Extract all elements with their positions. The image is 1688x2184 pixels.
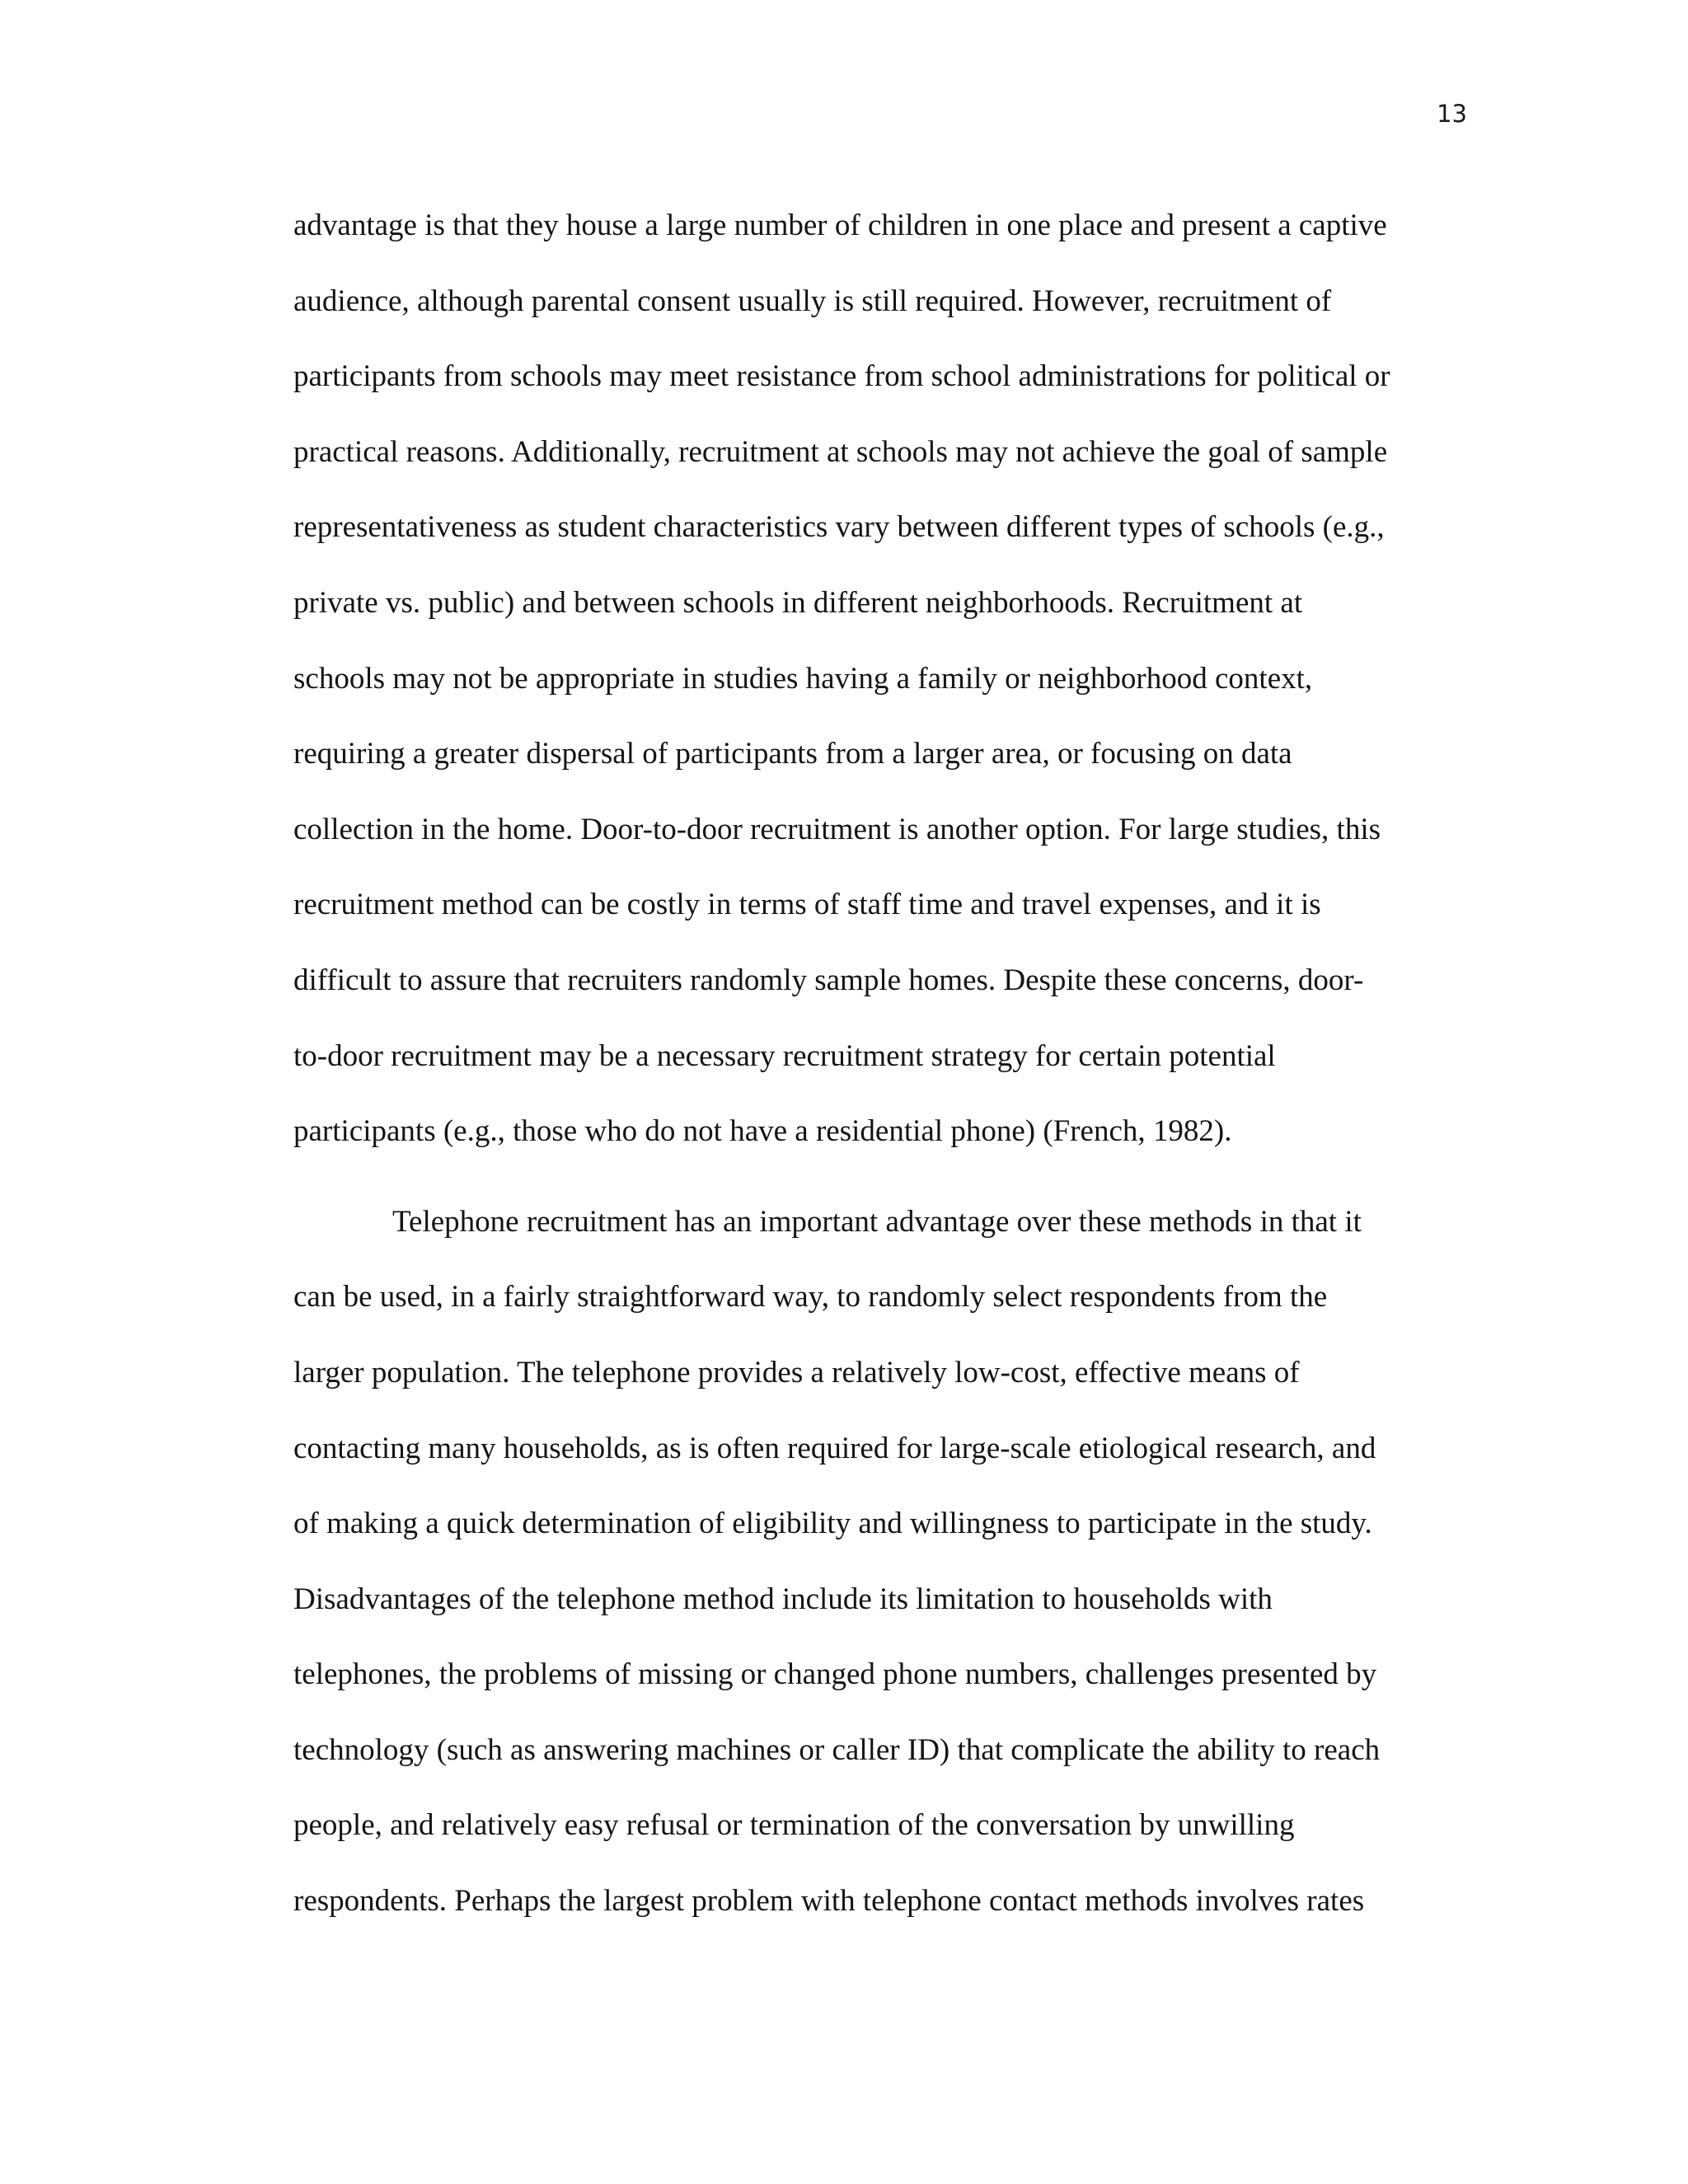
text-line-indented: Telephone recruitment has an important advantage over these methods in that it xyxy=(392,1204,1362,1239)
text-line: representativeness as student characteristics vary between different types of schools (e.g., xyxy=(293,510,1385,545)
text-line: difficult to assure that recruiters randomly sample homes. Despite these concerns, door- xyxy=(293,963,1364,997)
text-line: people, and relatively easy refusal or termination of the conversation by unwilling xyxy=(293,1808,1295,1843)
text-line: technology (such as answering machines or caller ID) that complicate the ability to reach xyxy=(293,1732,1381,1767)
text-line: participants (e.g., those who do not have a residential phone) (French, 1982). xyxy=(293,1114,1232,1149)
text-line: can be used, in a fairly straightforward way, to randomly select respondents from the xyxy=(293,1280,1328,1315)
paragraph-1 xyxy=(293,188,1465,1169)
text-line: of making a quick determination of eligibility and willingness to participate in the study. xyxy=(293,1507,1372,1541)
text-line: respondents. Perhaps the largest problem with telephone contact methods involves rates xyxy=(293,1884,1365,1919)
paragraph-2 xyxy=(293,1184,1465,1939)
text-line: collection in the home. Door-to-door recruitment is another option. For large studies, this xyxy=(293,812,1381,846)
text-line: advantage is that they house a large number of children in one place and present a captive xyxy=(293,209,1387,242)
text-line: larger population. The telephone provides a relatively low-cost, effective means of xyxy=(293,1355,1300,1390)
text-line: to-door recruitment may be a necessary recruitment strategy for certain potential xyxy=(293,1038,1276,1073)
text-line: contacting many households, as is often required for large-scale etiological research, and xyxy=(293,1431,1376,1465)
text-line: practical reasons. Additionally, recruitment at schools may not achieve the goal of sample xyxy=(293,434,1388,469)
text-line: audience, although parental consent usually is still required. However, recruitment of xyxy=(293,284,1332,318)
text-line: schools may not be appropriate in studies having a family or neighborhood context, xyxy=(293,661,1313,696)
text-line: recruitment method can be costly in terms of staff time and travel expenses, and it is xyxy=(293,888,1321,922)
text-line: Disadvantages of the telephone method include its limitation to households with xyxy=(293,1582,1273,1616)
text-line: requiring a greater dispersal of participants from a larger area, or focusing on data xyxy=(293,737,1292,771)
text-line: telephones, the problems of missing or changed phone numbers, challenges presented by xyxy=(293,1657,1377,1692)
text-line: private vs. public) and between schools in different neighborhoods. Recruitment at xyxy=(293,585,1303,620)
body-text xyxy=(293,188,1465,1939)
text-line: participants from schools may meet resistance from school administrations for political or xyxy=(293,359,1390,394)
page-number: 13 xyxy=(1437,100,1467,128)
